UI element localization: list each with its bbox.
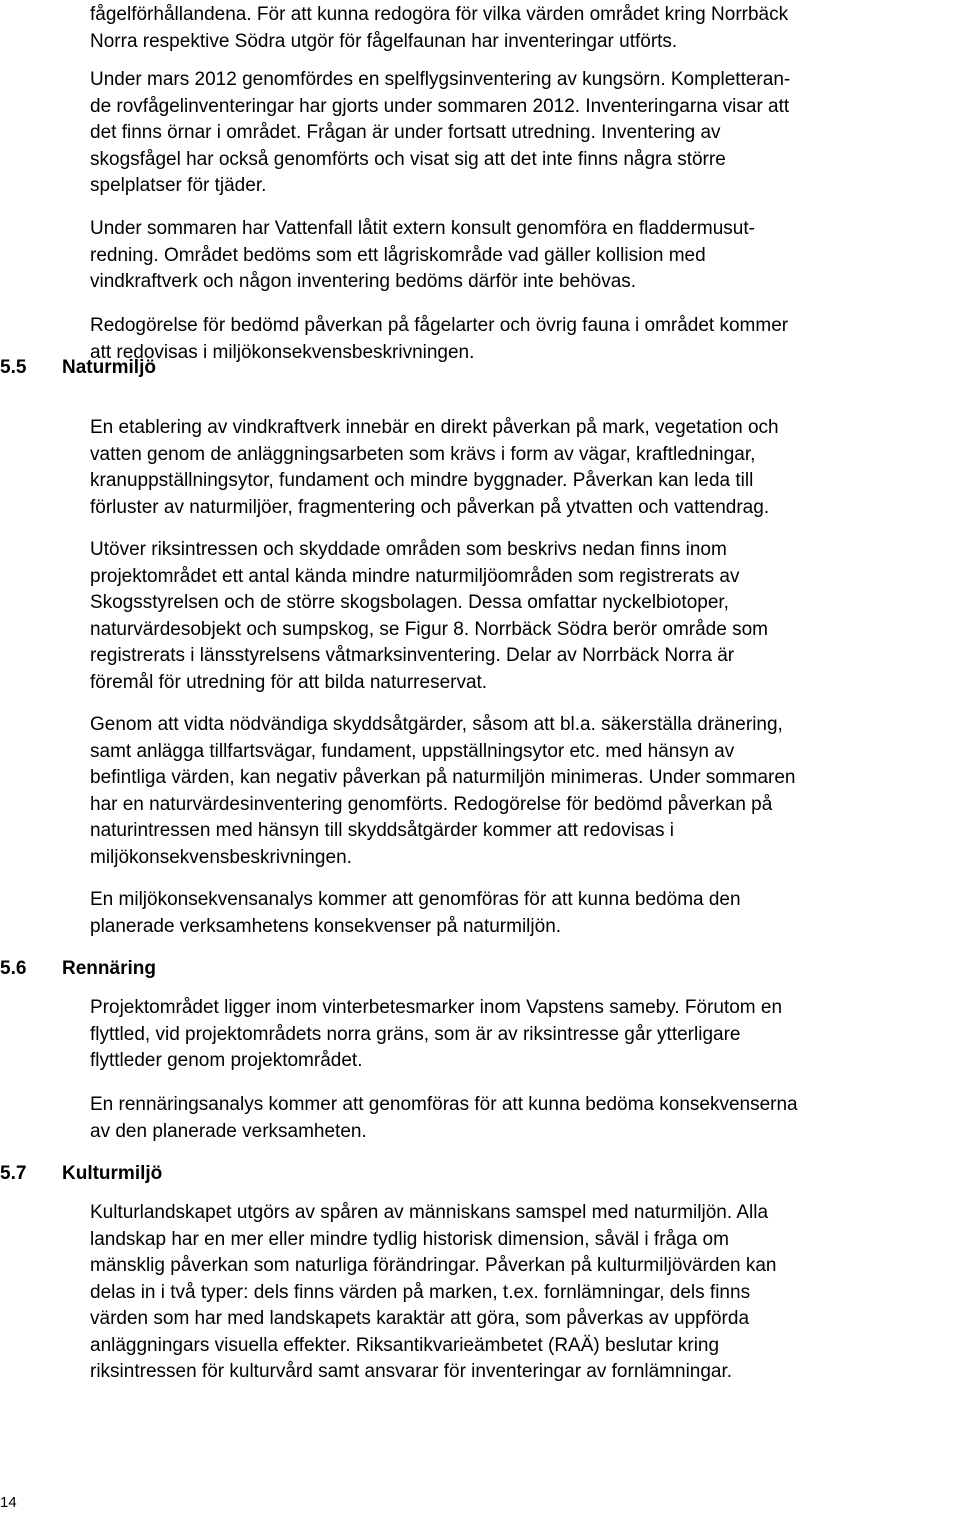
text-line: Under sommaren har Vattenfall låtit extern konsult genomföra en fladdermusut- [90,218,755,239]
paragraph-bat-investigation [90,216,956,296]
text-line: flyttleder genom projektområdet. [90,1050,363,1071]
section-title: Kulturmiljö [62,1163,163,1184]
text-line: vatten genom de anläggningsarbeten som krävs i form av vägar, kraftledningar, [90,443,756,465]
paragraph-wind-impact [90,415,956,521]
text-line: mänsklig påverkan som naturliga förändringar. Påverkan på kulturmiljövärden kan [90,1255,777,1276]
text-line: riksintressen för kulturvård samt ansvarar för inventeringar av fornlämningar. [90,1361,733,1382]
text-line: naturvärdesobjekt och sumpskog, se Figur 8. Norrbäck Södra berör område som [90,618,768,640]
text-line: värden som har med landskapets karaktär att göra, som påverkas av uppförda [90,1308,750,1329]
section-heading-kulturmiljo [0,1161,162,1187]
text-line: befintliga värden, kan negativ påverkan på naturmiljön minimeras. Under sommaren [90,767,796,788]
text-line: föremål för utredning för att bilda naturreservat. [90,671,488,693]
text-line: Redogörelse för bedömd påverkan på fågelarter och övrig fauna i området kommer [90,315,789,336]
section-number: 5.6 [0,958,27,979]
section-title: Naturmiljö [62,357,156,378]
text-line: Kulturlandskapet utgörs av spåren av människans samspel med naturmiljön. Alla [90,1202,769,1223]
text-line: fågelförhållandena. För att kunna redogöra för vilka värden området kring Norrbäck [90,4,789,25]
text-line: landskap har en mer eller mindre tydlig historisk dimension, såväl i fråga om [90,1228,729,1250]
paragraph-protective-measures [90,712,956,871]
section-title: Rennäring [62,958,156,979]
text-line: vindkraftverk och någon inventering bedöms därför inte behövas. [90,271,637,292]
paragraph-environmental-analysis [90,887,956,940]
paragraph-bird-conditions [90,2,956,55]
text-line: projektområdet ett antal kända mindre naturmiljöområden som registrerats av [90,565,740,587]
text-line: Genom att vidta nödvändiga skyddsåtgärder, såsom att bl.a. säkerställa dränering, [90,714,783,735]
text-line: förluster av naturmiljöer, fragmentering och påverkan på ytvatten och vattendrag. [90,496,770,518]
text-line: Norra respektive Södra utgör för fågelfaunan har inventeringar utförts. [90,30,678,52]
text-line: Under mars 2012 genomfördes en spelflygsinventering av kungsörn. Kompletteran- [90,69,791,90]
text-line: En etablering av vindkraftverk innebär en direkt påverkan på mark, vegetation och [90,417,779,438]
text-line: det finns örnar i området. Frågan är under fortsatt utredning. Inventering av [90,122,721,143]
text-line: delas in i två typer: dels finns värden på marken, t.ex. fornlämningar, dels finns [90,1281,751,1303]
text-line: flyttled, vid projektområdets norra gräns, som är av riksintresse går ytterligare [90,1023,741,1045]
text-line: redning. Området bedöms som ett lågriskområde vad gäller kollision med [90,244,706,266]
text-line: har en naturvärdesinventering genomförts. Redogörelse för bedömd påverkan på [90,793,773,815]
text-line: kranuppställningsytor, fundament och mindre byggnader. Påverkan kan leda till [90,470,754,491]
paragraph-golden-eagle-inventory [90,67,956,200]
paragraph-fauna-report [90,313,956,366]
text-line: En miljökonsekvensanalys kommer att genomföras för att kunna bedöma den [90,889,741,910]
text-line: planerade verksamhetens konsekvenser på naturmiljön. [90,915,562,937]
text-line: av den planerade verksamheten. [90,1120,367,1142]
section-number: 5.5 [0,357,27,378]
text-line: Skogsstyrelsen och de större skogsbolagen. Dessa omfattar nyckelbiotoper, [90,592,729,613]
text-line: att redovisas i miljökonsekvensbeskrivningen. [90,341,475,363]
text-line: anläggningars visuella effekter. Riksantikvarieämbetet (RAÄ) beslutar kring [90,1334,720,1356]
text-line: Projektområdet ligger inom vinterbetesmarker inom Vapstens sameby. Förutom en [90,997,783,1018]
section-number: 5.7 [0,1163,27,1184]
paragraph-cultural-landscape [90,1200,956,1386]
page-number: 14 [0,1494,17,1511]
paragraph-reindeer-analysis [90,1092,956,1145]
text-line: Utöver riksintressen och skyddade områden som beskrivs nedan finns inom [90,539,727,560]
text-line: naturintressen med hänsyn till skyddsåtgärder kommer att redovisas i [90,820,674,841]
section-heading-rennaring [0,956,156,982]
paragraph-nature-areas [90,537,956,696]
paragraph-reindeer-grazing [90,995,956,1075]
section-heading-naturmiljo [0,355,156,381]
text-line: registrerats i länsstyrelsens våtmarksinventering. Delar av Norrbäck Norra är [90,645,735,666]
text-line: samt anlägga tillfartsvägar, fundament, uppställningsytor etc. med hänsyn av [90,740,735,762]
text-line: de rovfågelinventeringar har gjorts under sommaren 2012. Inventeringarna visar att [90,95,790,117]
text-line: En rennäringsanalys kommer att genomföras för att kunna bedöma konsekvenserna [90,1094,798,1115]
text-line: skogsfågel har också genomförts och visat sig att det inte finns några större [90,148,726,170]
text-line: miljökonsekvensbeskrivningen. [90,846,352,868]
text-line: spelplatser för tjäder. [90,175,267,196]
